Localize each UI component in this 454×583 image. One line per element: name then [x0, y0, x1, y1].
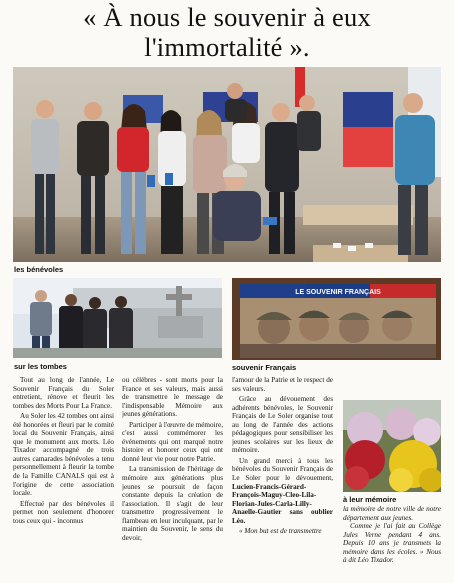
paragraph: Effectué par des bénévoles il permet non seulement d'honorer tous ceux qui - inconnus — [13, 499, 114, 525]
poster-title: LE SOUVENIR FRANÇAIS — [295, 289, 381, 296]
quote: « Mon but est de transmettre — [239, 527, 322, 536]
quote-end: Comme je l'ai fait au Collège Jules Verne pendant 4 ans. Depuis 10 ans je transmets la mémoire dans les écoles. » Nous à dit Léo Tixador. — [343, 522, 441, 565]
paragraph: l'amour de la Patrie et le respect de ses valeurs. — [232, 376, 333, 393]
headline-line-2: l'immortalité ». — [144, 32, 310, 62]
quote-continued: la mémoire de notre ville de notre département aux jeunes. — [343, 505, 441, 522]
volunteer-names: Lucien-Francis-Gérard-François-Maguy-Cleo-Lila-Florian-Jules-Carla-Lilly-Anaelle-Gautier sans oublier Léo. — [232, 482, 333, 525]
caption-tombs: sur les tombes — [14, 362, 67, 371]
thanks-text: Un grand merci à tous les bénévoles du Souvenir Français de Le Soler pour le dévouement, — [232, 456, 333, 483]
photo-flowers — [343, 400, 441, 492]
caption-flowers: à leur mémoire — [343, 495, 397, 504]
article-column-2 — [122, 376, 223, 581]
paragraph: La transmission de l'héritage de mémoire aux générations plus jeunes se poursuit de façon constante depuis la création de l'association. Il s'agit de leur transmettre progressivement le flambeau en leur inculquant, par le maintien du Souvenir, le sens du devoir, — [122, 465, 223, 542]
paragraph: ou célèbres - sont morts pour la France et ses valeurs, mais aussi de transmettre le message de l'indispensable Mémoire aux jeunes générations. — [122, 376, 223, 419]
photo-volunteers — [13, 67, 441, 262]
article-column-1 — [13, 376, 114, 581]
photo-poster — [232, 278, 441, 360]
photo-tombs — [13, 278, 222, 358]
paragraph: Grâce au dévouement des adhérents bénévoles, le Souvenir Français de Le Soler organise tout au long de l'année des actions pédagogiques pour sensibiliser les jeunes scolaires sur les lieux de mémoire. — [232, 395, 333, 455]
paragraph: Participer à l'œuvre de mémoire, c'est aussi commémorer les événements qui ont marqué notre histoire et honorer ceux qui ont donné leur vie pour notre Patrie. — [122, 420, 223, 463]
paragraph: Au Soler les 42 tombes ont ainsi été honorées et fleuri par le comité local du Souvenir Français, ainsi que le monument aux morts. Léo Tixador accompagné de trois autres camarades bénévoles a tenu personnellement à fleurir la tombe de la Famille CANALS qui est à l'origine de cette association locale. — [13, 412, 114, 498]
article-column-4 — [343, 505, 441, 581]
headline — [0, 2, 454, 62]
caption-poster: souvenir Français — [232, 363, 297, 372]
headline-line-1: « À nous le souvenir à eux — [83, 2, 371, 32]
paragraph-thanks — [232, 457, 333, 525]
caption-volunteers: les bénévoles — [14, 265, 64, 274]
paragraph: Tout au long de l'année, Le Souvenir Français du Soler entretient, rénove et fleurit les tombes des Morts Pour La France. — [13, 376, 114, 410]
article-column-3 — [232, 376, 333, 581]
